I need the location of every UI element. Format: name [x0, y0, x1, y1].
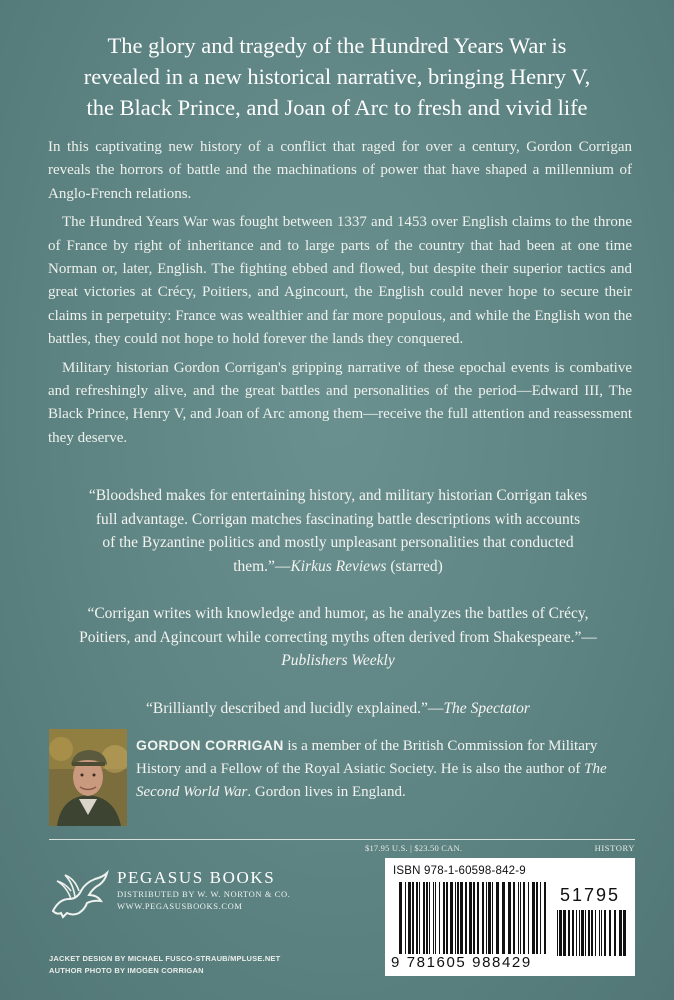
publisher-distributor: DISTRIBUTED BY W. W. NORTON & CO. [117, 889, 291, 899]
description [48, 136, 632, 455]
price-code: 51795 [560, 885, 621, 905]
review-quote [78, 602, 598, 673]
publisher-block [49, 868, 339, 928]
author-photo [49, 729, 127, 826]
ean-digits: 9 781605 988429 [391, 954, 532, 971]
photo-credit: AUTHOR PHOTO BY IMOGEN CORRIGAN [49, 966, 204, 975]
price-label: $17.95 U.S. | $23.50 CAN. [365, 843, 463, 853]
headline-line: the Black Prince, and Joan of Arc to fresh and vivid life [86, 95, 588, 120]
quote-text: “Brilliantly described and lucidly explained.”— [146, 699, 444, 717]
description-paragraph: The Hundred Years War was fought between 1337 and 1453 over English claims to the throne of France by right of inheritance and to large parts of the country that had been at one time Norman or, later, English. The fighting ebbed and flowed, but despite their superior tactics and great victories at Crécy, Poitiers, and Agincourt, the English could never hope to secure their claims in perpetuity: France was wealthier and far more populous, and while the English won the battles, they could not hope to hold forever the lands they conquered. [48, 214, 632, 348]
credits [49, 953, 379, 977]
author-portrait-image [49, 729, 127, 826]
quote-source: Kirkus Reviews [290, 557, 387, 575]
headline-line: revealed in a new historical narrative, bringing Henry V, [83, 64, 591, 89]
author-bio-text: is a member of the British Commission for Military History and a Fellow of the Royal Asiatic Society. He is also the author of [136, 738, 598, 777]
quote-text: “Bloodshed makes for entertaining history, and military historian Corrigan takes full advantage. Corrigan matches fascinating battle descriptions with accounts of the Byzantine politics and mostly unpleasant personalities that conducted them.”— [88, 487, 588, 575]
description-paragraph: Military historian Gordon Corrigan's gripping narrative of these epochal events is combative and refreshingly alive, and the great battles and personalities of the period—Edward III, The Black Prince, Henry V, and Joan of Arc among them—receive the full attention and reassessment they deserve. [48, 359, 632, 446]
headline-line: The glory and tragedy of the Hundred Years War is [107, 33, 567, 58]
author-bio-text: . Gordon lives in England. [247, 784, 406, 800]
isbn-label: ISBN 978-1-60598-842-9 [393, 865, 526, 877]
author-book-title: The Second World War [136, 761, 607, 800]
quote-suffix: (starred) [386, 557, 443, 575]
barcode [385, 858, 635, 976]
review-quote [88, 484, 588, 578]
quote-source: The Spectator [443, 699, 530, 717]
review-quotes [40, 484, 636, 720]
headline [40, 30, 634, 123]
publisher-name: PEGASUS BOOKS [117, 868, 276, 887]
quote-text: “Corrigan writes with knowledge and humor, as he analyzes the battles of Crécy, Poitiers, and Agincourt while correcting myths often derived from Shakespeare.”— [79, 605, 597, 646]
quote-source: Publishers Weekly [281, 652, 395, 669]
addon-barcode-bars [557, 910, 627, 956]
ean-barcode-bars [399, 882, 549, 954]
pegasus-logo-icon [49, 869, 111, 919]
jacket-credit: JACKET DESIGN BY MICHAEL FUSCO-STRAUB/MPLUSE.NET [49, 954, 281, 963]
divider [49, 839, 635, 840]
price-row [365, 843, 637, 853]
author-bio [136, 734, 642, 804]
publisher-website: WWW.PEGASUSBOOKS.COM [117, 901, 243, 911]
author-name: GORDON CORRIGAN [136, 737, 284, 753]
review-quote [78, 697, 598, 721]
category-label: HISTORY [594, 843, 635, 853]
description-paragraph: In this captivating new history of a conflict that raged for over a century, Gordon Corrigan reveals the horrors of battle and the machinations of power that have shaped a millennium of Anglo-French relations. [48, 139, 632, 202]
